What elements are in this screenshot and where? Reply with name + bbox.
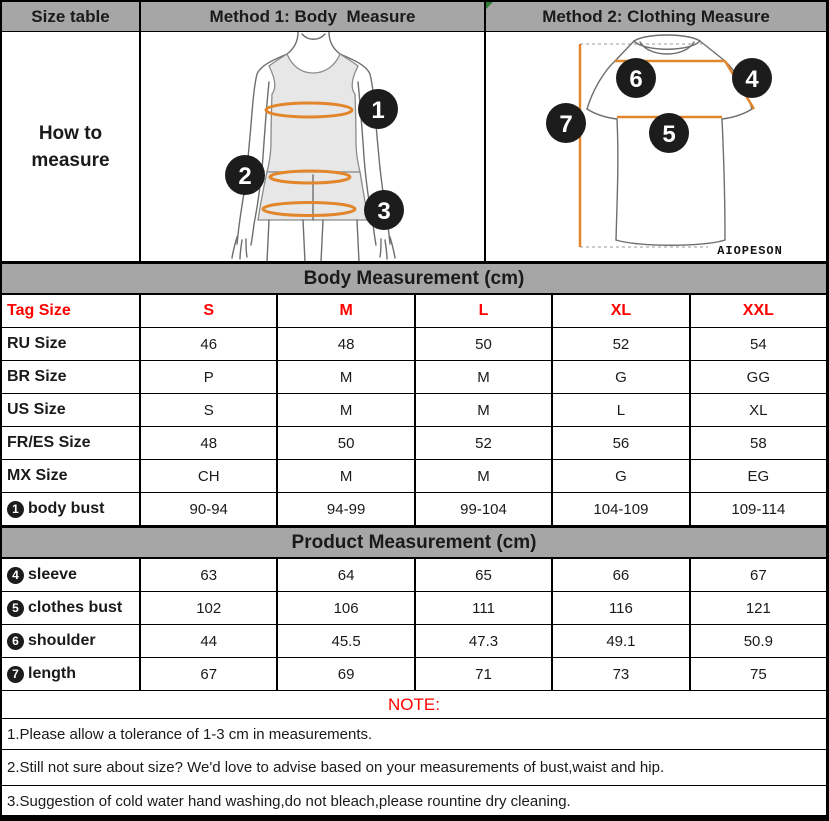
cell-value: 63 [141,559,278,591]
cell-value: 46 [141,328,278,360]
row-br-size [2,361,826,394]
row-label: FR/ES Size [2,427,141,459]
cell-value: XXL [742,302,774,319]
cell-value: 65 [416,559,553,591]
marker-badge: 6 [7,633,24,650]
row-label: 6 shoulder [2,625,141,657]
header-method2-label: Method 2: Clothing Measure [542,6,770,26]
cell-value: 99-104 [416,493,553,525]
cell-value: 67 [141,658,278,690]
cell-value: 50.9 [743,632,773,650]
cell-value: 111 [416,592,553,624]
cell-value: M [416,361,553,393]
cell-value: M [416,394,553,426]
row-label: Tag Size [2,295,141,327]
note-item: 1.Please allow a tolerance of 1-3 cm in measurements. [2,719,826,750]
cell-value: 47.3 [416,625,553,657]
cell-value: 50 [416,328,553,360]
cell-value: L [553,394,690,426]
cell-value: G [553,361,690,393]
marker-badge: 5 [7,600,24,617]
cell-value: M [278,295,415,327]
cell-value: 54 [749,335,767,353]
row-us-size [2,394,826,427]
cell-value: M [278,394,415,426]
cell-value: 56 [553,427,690,459]
cell-value: 48 [278,328,415,360]
cell-value: 52 [416,427,553,459]
cell-value: 75 [749,665,767,683]
row-fres-size [2,427,826,460]
marker-badge: 1 [7,501,24,518]
cell-value: 50 [278,427,415,459]
row-label: 4 sleeve [2,559,141,591]
row-clothes-bust [2,592,826,625]
header-size-table: Size table [2,2,141,31]
cell-value: 64 [278,559,415,591]
body-measurement-title: Body Measurement (cm) [2,262,826,295]
cell-value: 106 [278,592,415,624]
row-length [2,658,826,691]
cell-value: 69 [278,658,415,690]
header-method2 [486,2,826,31]
row-label: 1 body bust [2,493,141,525]
cell-value: 45.5 [278,625,415,657]
cell-value: EG [747,467,770,485]
cell-value: 102 [141,592,278,624]
cell-value: 104-109 [553,493,690,525]
note-item: 3.Suggestion of cold water hand washing,do not bleach,please rountine dry cleaning. [7,793,571,810]
row-shoulder [2,625,826,658]
cell-value: 49.1 [553,625,690,657]
body-measure-illustration [141,32,486,261]
product-measurement-title: Product Measurement (cm) [2,526,826,559]
marker-3-number: 3 [377,198,391,225]
marker-2-number: 2 [238,163,252,190]
cell-value: 71 [416,658,553,690]
marker-badge: 7 [7,666,24,683]
cell-value: 94-99 [278,493,415,525]
cell-value: 52 [553,328,690,360]
marker-badge: 4 [7,567,24,584]
note-item: 2.Still not sure about size? We'd love to advise based on your measurements of bust,waist and hip. [2,750,826,786]
tshirt-figure-icon [486,32,826,261]
cell-value: M [416,460,553,492]
row-label: BR Size [2,361,141,393]
cell-value: 67 [749,566,767,584]
header-method1: Method 1: Body Measure [141,2,486,31]
cell-value: L [416,295,553,327]
row-body-bust [2,493,826,526]
marker-7-number: 7 [559,111,573,138]
cell-value: 109-114 [731,500,786,518]
cell-value: GG [746,368,770,386]
cell-value: M [278,361,415,393]
marker-1-number: 1 [371,97,385,124]
cell-value: M [278,460,415,492]
cell-value: 48 [141,427,278,459]
row-mx-size [2,460,826,493]
row-label: 5 clothes bust [2,592,141,624]
cell-value: CH [141,460,278,492]
cell-value: 44 [141,625,278,657]
row-sleeve [2,559,826,592]
cell-value: S [141,295,278,327]
how-to-measure-label: How to measure [2,32,141,261]
row-label: US Size [2,394,141,426]
marker-6-number: 6 [629,66,643,93]
row-label: MX Size [2,460,141,492]
cell-value: 66 [553,559,690,591]
cell-value: G [553,460,690,492]
cell-value: 73 [553,658,690,690]
cell-value: XL [749,401,768,419]
cell-value: S [141,394,278,426]
row-tag-size [2,295,826,328]
top-header-row [2,2,826,32]
row-ru-size [2,328,826,361]
cell-value: 90-94 [141,493,278,525]
cell-value: 58 [749,434,767,452]
body-figure-icon [141,32,486,261]
note-title: NOTE: [2,691,826,719]
clothing-measure-illustration [486,32,826,261]
row-label: 7 length [2,658,141,690]
cell-value: P [141,361,278,393]
cell-value: 116 [553,592,690,624]
how-to-measure-row [2,32,826,262]
brand-text: AIOPESON [717,244,783,258]
marker-5-number: 5 [662,121,676,148]
excel-comment-flag-icon [486,2,493,9]
row-label: RU Size [2,328,141,360]
marker-4-number: 4 [745,66,759,93]
cell-value: 121 [745,599,771,617]
cell-value: XL [553,295,690,327]
